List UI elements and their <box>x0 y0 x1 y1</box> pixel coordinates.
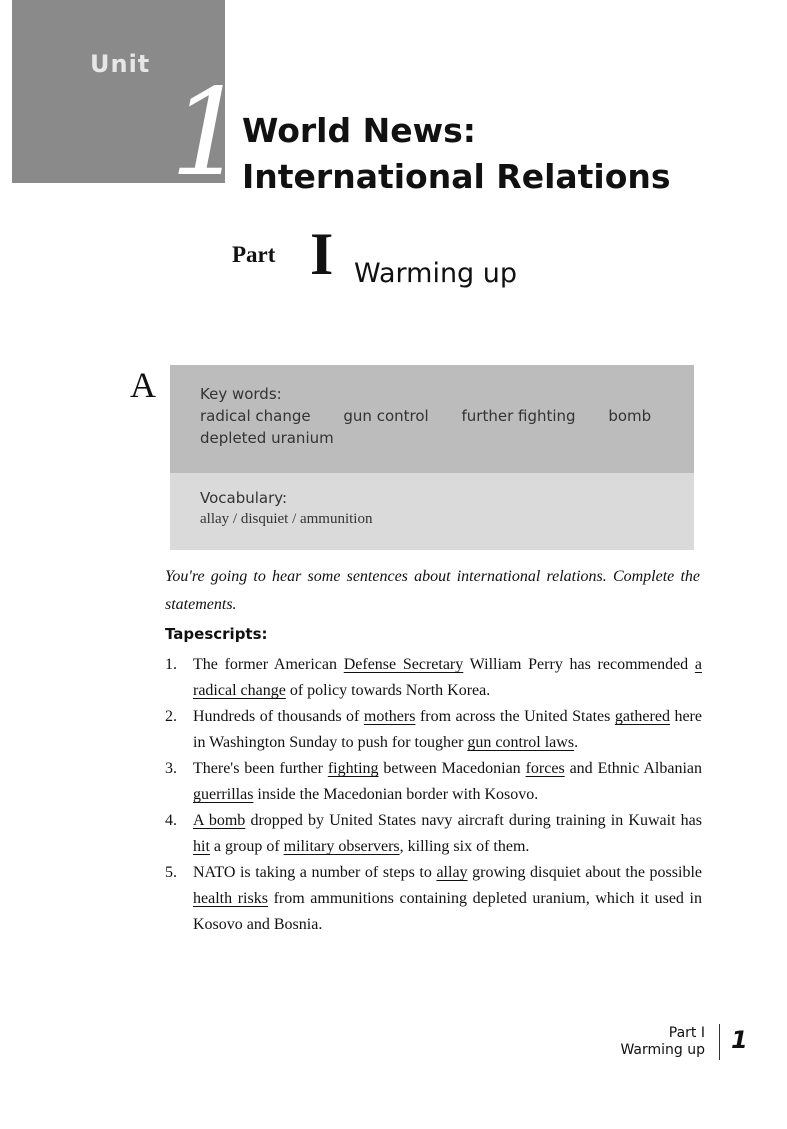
item-text: The former American <box>193 656 344 673</box>
key-word: depleted uranium <box>200 429 334 447</box>
page-number: 1 <box>731 1026 748 1054</box>
item-number: 3. <box>165 760 177 777</box>
answer-blank: health risks <box>193 890 268 907</box>
unit-banner <box>12 0 247 203</box>
item-text: and Ethnic Albanian <box>564 760 703 777</box>
item-text: between Macedonian <box>378 760 526 777</box>
answer-blank: gathered <box>614 708 670 725</box>
vocabulary-panel <box>170 473 694 550</box>
answer-blank: fighting <box>327 760 379 777</box>
item-text: from ammunitions containing depleted uranium, which it used in Kosovo and Bosnia. <box>193 890 702 933</box>
key-words-heading: Key words: <box>200 385 282 403</box>
instruction-text: You're going to hear some sentences about international relations. Complete the statements. <box>165 568 700 613</box>
item-text: NATO is taking a number of steps to <box>193 864 437 881</box>
item-text: Hundreds of thousands of <box>193 708 364 725</box>
item-text: from across the United States <box>415 708 615 725</box>
tapescript-list <box>165 652 702 938</box>
item-text: here in Washington Sunday to push for tougher <box>193 708 702 751</box>
key-word: bomb <box>608 407 652 425</box>
unit-title-line2: International Relations <box>242 157 671 196</box>
item-number: 4. <box>165 812 177 829</box>
item-text: a group of <box>209 838 284 855</box>
key-words-row-2 <box>200 429 694 447</box>
answer-blank: Defense Secretary <box>343 656 464 673</box>
item-number: 2. <box>165 708 177 725</box>
tapescript-item <box>165 860 702 938</box>
part-word: Part <box>232 242 276 267</box>
item-text: . <box>574 734 579 751</box>
key-word: further fighting <box>461 407 576 425</box>
item-text: inside the Macedonian border with Kosovo. <box>253 786 539 803</box>
part-numeral: I <box>310 221 334 287</box>
section-letter: A <box>130 365 156 405</box>
unit-number: 1 <box>170 64 247 203</box>
unit-title-line1: World News: <box>242 111 476 150</box>
key-words-row <box>200 407 694 425</box>
answer-blank: gun control laws <box>467 734 575 751</box>
item-text: of policy towards North Korea. <box>285 682 491 699</box>
key-word: radical change <box>200 407 311 425</box>
part-title: Warming up <box>354 258 518 289</box>
item-text: William Perry has recommended <box>463 656 695 673</box>
footer-divider <box>719 1024 720 1060</box>
tapescript-item <box>165 704 702 756</box>
item-number: 5. <box>165 864 177 881</box>
answer-blank: A bomb <box>193 812 246 829</box>
key-words-panel <box>170 365 694 473</box>
answer-blank: guerrillas <box>193 786 254 803</box>
tapescript-item <box>165 808 702 860</box>
vocabulary-heading: Vocabulary: <box>200 489 288 507</box>
item-text: dropped by United States navy aircraft during training in Kuwait has <box>245 812 703 829</box>
unit-title <box>242 108 671 200</box>
item-text: There's been further <box>193 760 328 777</box>
answer-blank: hit <box>193 838 210 855</box>
vocabulary-list: allay / disquiet / ammunition <box>200 511 373 527</box>
footer-part: Part I <box>668 1025 705 1041</box>
item-text: growing disquiet about the possible <box>467 864 702 881</box>
vocab-box <box>170 365 694 550</box>
key-word: gun control <box>343 407 429 425</box>
page-footer <box>620 1025 705 1059</box>
tapescripts-label: Tapescripts: <box>165 625 268 643</box>
answer-blank: a radical change <box>193 656 702 699</box>
tapescript-item <box>165 756 702 808</box>
answer-blank: forces <box>525 760 565 777</box>
item-text: , killing six of them. <box>399 838 530 855</box>
item-number: 1. <box>165 656 177 673</box>
footer-section: Warming up <box>620 1042 705 1058</box>
tapescript-item <box>165 652 702 704</box>
answer-blank: mothers <box>363 708 416 725</box>
unit-label: Unit <box>90 50 151 78</box>
answer-blank: military observers <box>283 838 400 855</box>
answer-blank: allay <box>436 864 468 881</box>
